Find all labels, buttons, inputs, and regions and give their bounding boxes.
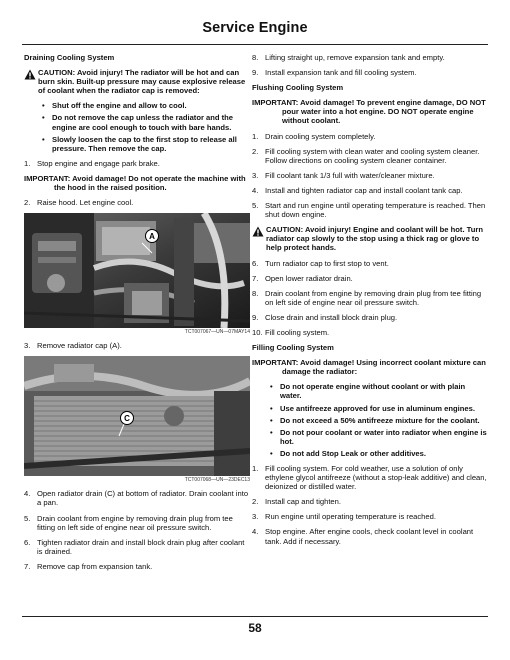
- step-text: Install expansion tank and fill cooling system.: [265, 68, 417, 78]
- step-text: Drain coolant from engine by removing drain plug from tee fitting on left side of engine near oil pressure switch.: [37, 513, 233, 532]
- list-item: • Do not pour coolant or water into radiator when engine is hot.: [270, 428, 488, 446]
- step-number: 10.: [252, 327, 263, 337]
- figure-engine: [24, 213, 250, 335]
- step-item: [252, 186, 488, 195]
- step-item: [252, 313, 488, 322]
- step-text: Fill coolant tank 1/3 full with water/cleaner mixture.: [265, 170, 435, 180]
- step-text: Close drain and install block drain plug.: [265, 312, 398, 322]
- caution-text: CAUTION: Avoid injury! Engine and coolant will be hot. Turn radiator cap slowly to the stop using a thick rag or glove to help protect hands.: [266, 225, 483, 253]
- step-text: Stop engine. After engine cools, check coolant level in coolant tank. Add if necessary.: [265, 527, 474, 546]
- step-text: Open radiator drain (C) at bottom of radiator. Drain coolant into a pan.: [37, 489, 249, 508]
- step-item: [252, 68, 488, 77]
- list-item: • Shut off the engine and allow to cool.: [42, 101, 250, 110]
- step-number: 3.: [24, 341, 31, 351]
- step-text: Fill cooling system. For cold weather, use a solution of only ethylene glycol antifreeze (without a stop-leak additive) and clean, deionized or distilled water.: [265, 464, 487, 492]
- step-item: [252, 512, 488, 521]
- list-item: • Do not remove the cap unless the radiator and the engine are cool enough to touch with bare hands.: [42, 113, 250, 131]
- caution-text: CAUTION: Avoid injury! The radiator will be hot and can burn skin. Built-up pressure may cause explosive release of coolant when the radiator cap is removed:: [38, 68, 246, 96]
- caution-block: [24, 68, 250, 95]
- step-text: Raise hood. Let engine cool.: [37, 198, 134, 208]
- header-rule: [22, 44, 488, 45]
- caution-bullet-list: [24, 101, 250, 152]
- step-text: Fill cooling system.: [265, 327, 330, 337]
- step-number: 7.: [252, 273, 259, 283]
- step-number: 4.: [252, 527, 259, 537]
- fill-bullet-list: [252, 382, 488, 458]
- step-number: 2.: [252, 497, 259, 507]
- step-text: Drain coolant from engine by removing drain plug from tee fitting on left side of engine near oil pressure switch.: [265, 288, 482, 307]
- step-item: [252, 147, 488, 165]
- important-note: IMPORTANT: Avoid damage! To prevent engine damage, DO NOT pour water into a hot engine. DO NOT operate engine without coolant.: [252, 98, 486, 126]
- step-item: [252, 53, 488, 62]
- list-item: • Do not operate engine without coolant or with plain water.: [270, 382, 488, 400]
- step-text: Run engine until operating temperature is reached.: [265, 512, 436, 522]
- right-column: [252, 53, 488, 552]
- section-heading-filling: Filling Cooling System: [252, 343, 334, 353]
- step-number: 8.: [252, 53, 259, 62]
- step-text: Turn radiator cap to first stop to vent.: [265, 258, 389, 268]
- radiator-photo: [24, 356, 250, 476]
- step-text: Start and run engine until operating temperature is reached. Then shut down engine.: [265, 201, 486, 220]
- step-item: [24, 538, 250, 556]
- step-item: [252, 171, 488, 180]
- step-number: 7.: [24, 561, 31, 571]
- step-item: [24, 489, 250, 507]
- step-number: 6.: [24, 537, 31, 547]
- step-item: [252, 274, 488, 283]
- step-number: 4.: [24, 489, 31, 499]
- important-note: IMPORTANT: Avoid damage! Do not operate the machine with the hood in the raised position.: [24, 173, 246, 193]
- important-note: IMPORTANT: Avoid damage! Using incorrect coolant mixture can damage the radiator:: [252, 358, 486, 377]
- step-text: Install and tighten radiator cap and install coolant tank cap.: [265, 185, 463, 195]
- step-number: 3.: [252, 512, 259, 522]
- step-item: [252, 201, 488, 219]
- step-item: [252, 497, 488, 506]
- step-number: 6.: [252, 258, 259, 268]
- step-text: Stop engine and engage park brake.: [37, 158, 160, 168]
- step-item: [252, 464, 488, 491]
- list-item: • Use antifreeze approved for use in aluminum engines.: [270, 404, 488, 413]
- step-item: [24, 198, 250, 207]
- step-number: 9.: [252, 312, 259, 322]
- figure-id: TCT007068—UN—23DEC13: [184, 477, 250, 484]
- warning-triangle-icon: [24, 68, 38, 95]
- callout-a: A: [149, 232, 155, 242]
- list-item: • Do not add Stop Leak or other additives.: [270, 449, 488, 458]
- step-text: Install cap and tighten.: [265, 497, 341, 507]
- section-heading-flushing: Flushing Cooling System: [252, 83, 344, 93]
- list-item: • Do not exceed a 50% antifreeze mixture for the coolant.: [270, 416, 488, 425]
- step-number: 2.: [252, 146, 259, 156]
- step-item: [252, 328, 488, 337]
- step-item: [24, 159, 250, 168]
- step-item: [252, 259, 488, 268]
- callout-c: C: [124, 414, 130, 424]
- step-text: Remove radiator cap (A).: [37, 341, 122, 351]
- step-number: 5.: [252, 201, 259, 211]
- step-number: 2.: [24, 198, 31, 208]
- list-item: • Slowly loosen the cap to the first stop to release all pressure. Then remove the cap.: [42, 135, 250, 153]
- step-text: Drain cooling system completely.: [265, 131, 376, 141]
- page-title: Service Engine: [202, 20, 308, 36]
- engine-photo: [24, 213, 250, 328]
- step-number: 1.: [24, 158, 31, 168]
- step-item: [252, 289, 488, 307]
- step-number: 9.: [252, 68, 259, 78]
- figure-radiator: [24, 356, 250, 483]
- page-number: 58: [248, 621, 262, 635]
- step-item: [252, 132, 488, 141]
- step-item: [252, 527, 488, 545]
- section-heading-draining: Draining Cooling System: [24, 53, 115, 62]
- step-item: [24, 341, 250, 350]
- step-number: 4.: [252, 185, 259, 195]
- left-column: [24, 53, 250, 577]
- step-item: [24, 562, 250, 571]
- step-text: Fill cooling system with clean water and cooling system cleaner. Follow directions on cooling system cleaner container.: [265, 146, 480, 165]
- step-text: Open lower radiator drain.: [265, 273, 353, 283]
- warning-triangle-icon: [252, 225, 266, 252]
- step-number: 5.: [24, 513, 31, 523]
- step-text: Tighten radiator drain and install block drain plug after coolant is drained.: [37, 537, 245, 556]
- step-number: 1.: [252, 464, 259, 473]
- figure-id: TCT007067—UN—07MAY14: [184, 329, 250, 336]
- step-text: Lifting straight up, remove expansion tank and empty.: [265, 53, 445, 62]
- step-text: Remove cap from expansion tank.: [37, 561, 153, 571]
- step-number: 8.: [252, 288, 259, 298]
- footer-rule: [22, 616, 488, 617]
- step-number: 1.: [252, 131, 259, 141]
- step-number: 3.: [252, 170, 259, 180]
- step-item: [24, 514, 250, 532]
- caution-block: [252, 225, 488, 252]
